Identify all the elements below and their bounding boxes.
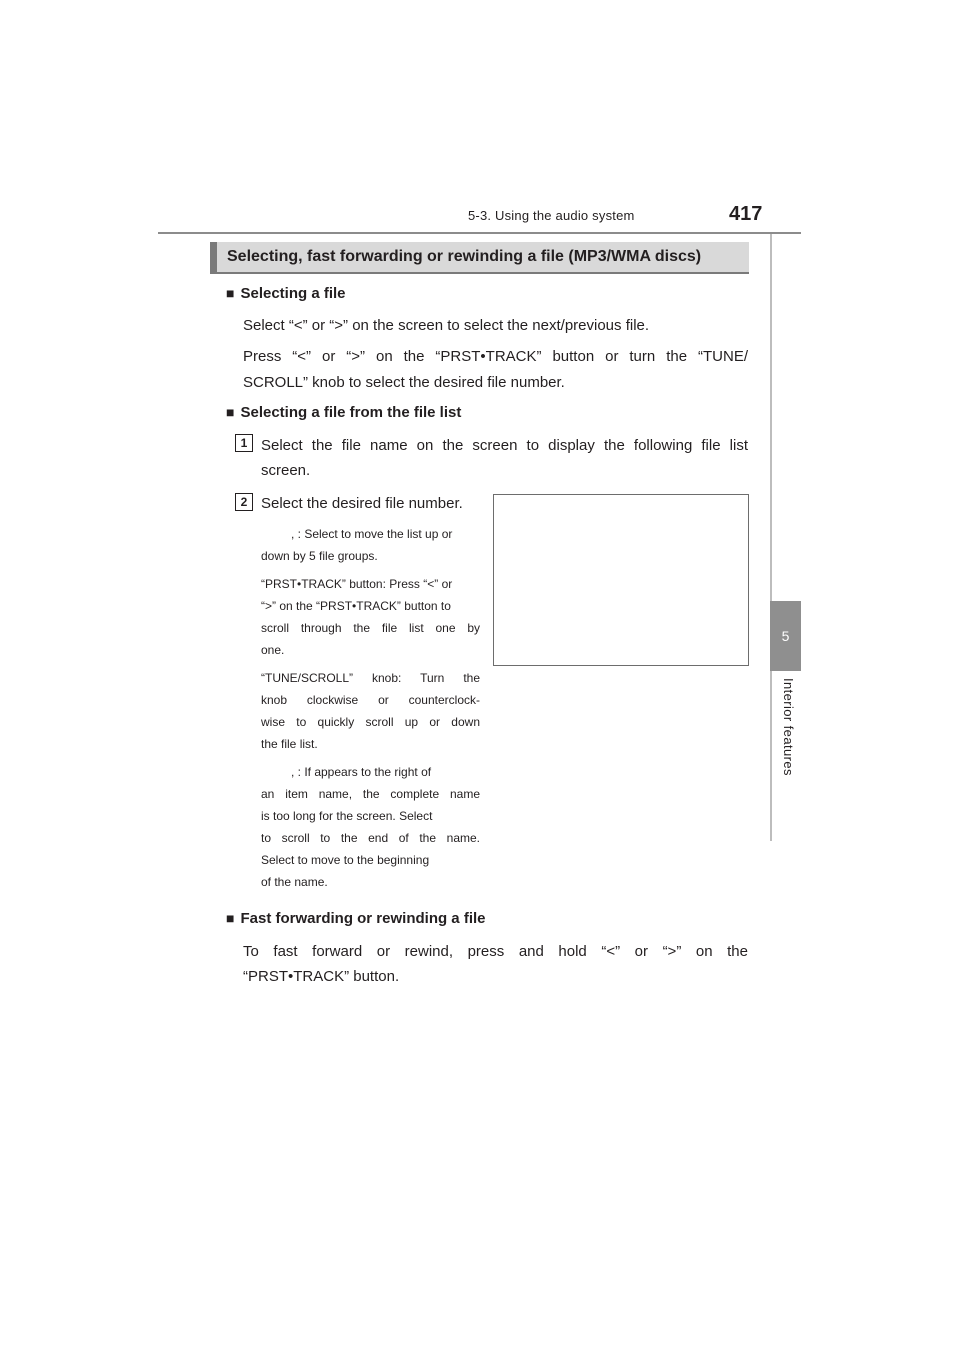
file-list-screen-illustration	[493, 494, 749, 666]
section-header: 5-3. Using the audio system	[468, 208, 635, 223]
heading-fast-forward: ■ Fast forwarding or rewinding a file	[226, 910, 486, 927]
paragraph-line: To fast forward or rewind, press and hold “<” or “>” on the	[243, 943, 748, 960]
heading-file-list: ■ Selecting a file from the file list	[226, 404, 462, 421]
bullet-square-icon: ■	[226, 404, 235, 420]
bullet-square-icon: ■	[226, 910, 235, 926]
step-2-text: Select the desired file number.	[261, 495, 463, 512]
notes-block: , : Select to move the list up or down by 5 file groups. “PRST•TRACK” button: Press “<” or “>” on the “PRST•TRACK” button to scroll through the file list one by one. “TUNE/SCROLL” knob: Turn the knob clockwise or counterclock- wise to quickly scroll up or down the file list. , : If appears to the right of an item name, the complete name is too long for the screen. Select to scroll to the end of the name. Select to move to the beginning of the name.	[261, 527, 480, 889]
heading-selecting-file: ■ Selecting a file	[226, 285, 346, 302]
paragraph-line: “PRST•TRACK” button.	[243, 968, 400, 985]
step-number-1: 1	[235, 434, 253, 452]
section-title: Selecting, fast forwarding or rewinding a file (MP3/WMA discs)	[227, 248, 702, 265]
chapter-tab: 5	[770, 601, 801, 671]
paragraph-line: SCROLL” knob to select the desired file number.	[243, 374, 565, 391]
bullet-square-icon: ■	[226, 285, 235, 301]
step-number-2: 2	[235, 493, 253, 511]
step-1-line: screen.	[261, 462, 311, 479]
side-rule-top	[770, 234, 772, 601]
side-rule-bottom	[770, 671, 772, 841]
paragraph-line: Press “<” or “>” on the “PRST•TRACK” button or turn the “TUNE/	[243, 348, 748, 365]
chapter-label: Interior features	[781, 678, 796, 776]
paragraph: Select “<” or “>” on the screen to select the next/previous file.	[243, 317, 650, 334]
step-1-line: Select the file name on the screen to display the following file list	[261, 437, 748, 454]
header-rule	[158, 232, 801, 234]
page-number: 417	[729, 203, 763, 225]
section-title-bar	[210, 242, 749, 274]
